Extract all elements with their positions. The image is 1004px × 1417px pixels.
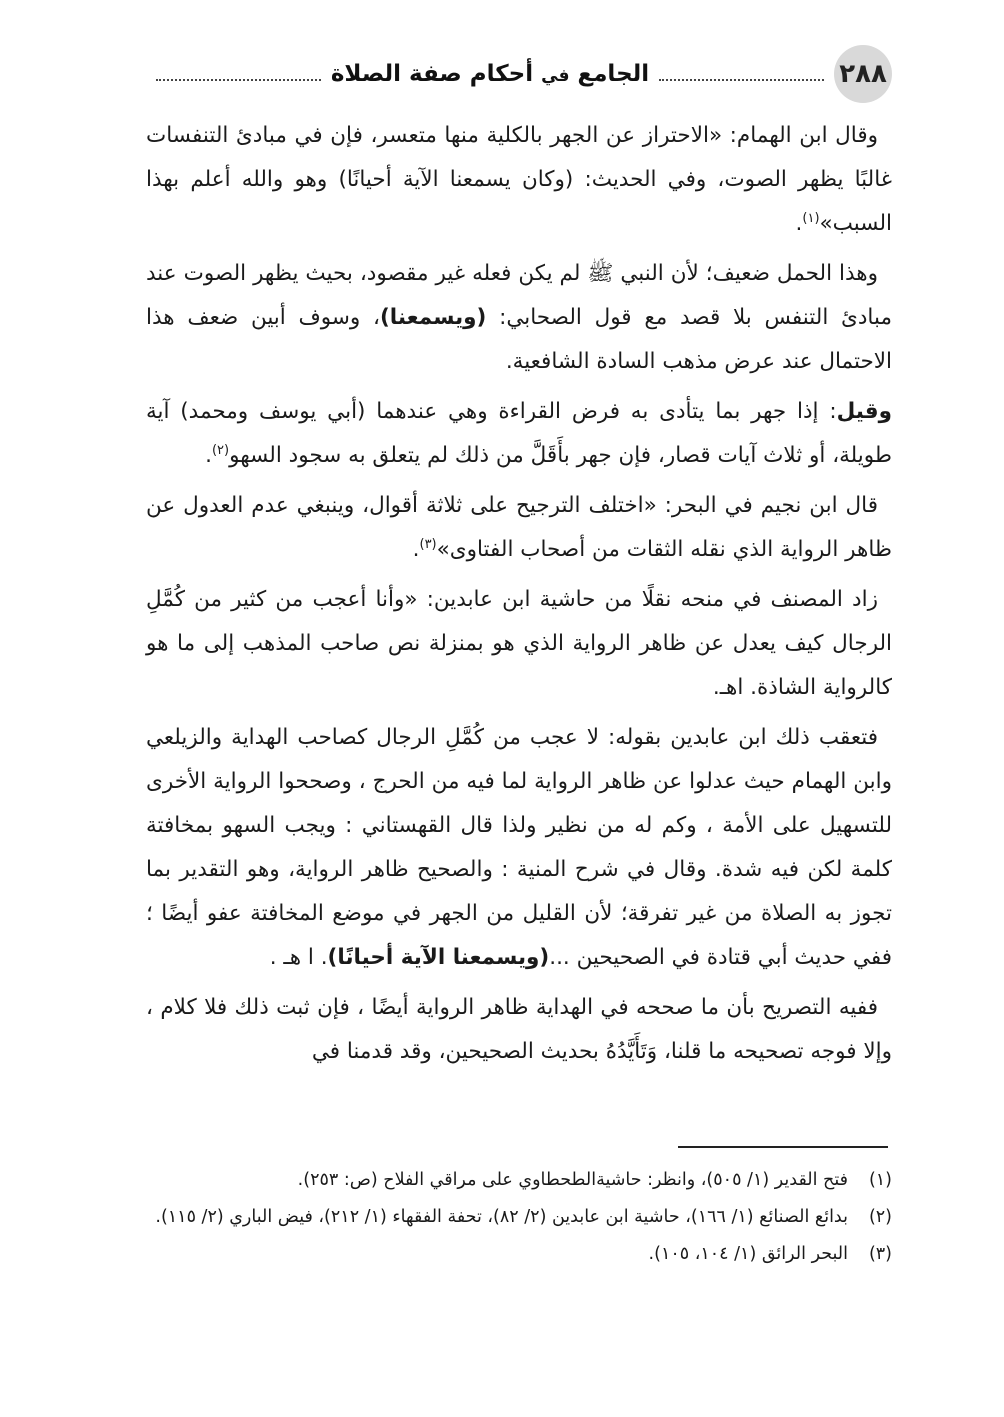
paragraph-3-bold: وقيل [836,399,892,424]
paragraph-6-text-a: فتعقب ذلك ابن عابدين بقوله: لا عجب من كُمَّلِ الرجال كصاحب الهداية والزيلعي وابن الهمام حيث عدلوا عن ظاهر الرواية لما فيه من الحرج ، وصححوا الرواية الأخرى للتسهيل على الأمة ، وكم له من نظير ولذا قال القهستاني : ويجب السهو بمخافتة كلمة لكن فيه شدة. وقال في شرح المنية : والصحيح ظاهر الرواية، وهو التقدير بما تجوز به الصلاة من غير تفرقة؛ لأن القليل من الجهر في موضع المخافتة عفو أيضًا ؛ ففي حديث أبي قتادة في الصحيحين ... [146,725,892,970]
paragraph-5 [146,578,892,710]
paragraph-4-end: . [412,537,420,562]
running-title-main: الجامع [577,61,650,87]
footnotes [146,1162,892,1273]
footnote-1-number: (١) [868,1170,892,1190]
paragraph-4 [146,484,892,572]
footnote-2-text: بدائع الصنائع (١/ ١٦٦)، حاشية ابن عابدين (٢/ ٨٢)، تحفة الفقهاء (١/ ٢١٢)، فيض الباري (٢/ ١١٥). [155,1207,848,1227]
footnote-1-text: فتح القدير (١/ ٥٠٥)، وانظر: حاشيةالطحطاوي على مراقي الفلاح (ص: ٢٥٣). [297,1170,848,1190]
footnote-1 [146,1162,892,1199]
paragraph-1 [146,114,892,246]
footnote-2-number: (٢) [868,1207,892,1227]
footnote-ref-3: (٣) [419,536,437,552]
paragraph-4-text: قال ابن نجيم في البحر: «اختلف الترجيح على ثلاثة أقوال، وينبغي عدم العدول عن ظاهر الرواية الذي نقله الثقات من أصحاب الفتاوى» [146,493,892,562]
paragraph-2-text-a: وهذا الحمل ضعيف؛ لأن النبي ﷺ لم يكن فعله غير مقصود، بحيث يظهر الصوت عند مبادئ التنفس بلا قصد مع قول الصحابي: [146,261,892,330]
footnote-2 [146,1199,892,1236]
page-number: ٢٨٨ [834,45,892,103]
main-text [146,114,892,1080]
paragraph-3-end: . [205,443,212,468]
header-dots-left [156,79,321,81]
paragraph-1-text: وقال ابن الهمام: «الاحتراز عن الجهر بالكلية منها متعسر، فإن في مبادئ التنفسات غالبًا يظهر الصوت، وفي الحديث: (وكان يسمعنا الآية أحيانًا) وهو والله أعلم بهذا السبب» [146,123,892,236]
footnote-3-number: (٣) [868,1244,892,1264]
paragraph-3-text: : إذا جهر بما يتأدى به فرض القراءة وهي عندهما (أبي يوسف ومحمد) آية طويلة، أو ثلاث آيات قصار، فإن جهر بأَقَلَّ من ذلك لم يتعلق به سجود السهو [146,399,892,468]
running-title [331,61,649,87]
footnote-ref-2: (٢) [211,442,230,458]
footnote-3 [146,1236,892,1273]
paragraph-2-bold: (ويسمعنا) [379,305,487,330]
paragraph-1-end: . [795,211,803,236]
page-header [146,44,892,104]
paragraph-7-text: ففيه التصريح بأن ما صححه في الهداية ظاهر الرواية أيضًا ، فإن ثبت ذلك فلا كلام ، وإلا فوجه تصحيحه ما قلنا، وَتَأَيَّدُهُ بحديث الصحيحين، وقد قدمنا في [146,995,892,1064]
paragraph-6-bold: (ويسمعنا الآية أحيانًا) [327,945,550,970]
running-title-rest: أحكام صفة الصلاة [330,61,534,87]
paragraph-6-text-b: . ا هـ . [269,945,328,970]
paragraph-3 [146,390,892,478]
paragraph-5-text: زاد المصنف في منحه نقلًا من حاشية ابن عابدين: «وأنا أعجب من كثير من كُمَّلِ الرجال كيف يعدل عن ظاهر الرواية الذي هو بمنزلة نص صاحب المذهب إلى ما هو كالرواية الشاذة. اهـ. [146,587,892,700]
paragraph-7 [146,986,892,1074]
footnote-ref-1: (١) [802,210,820,226]
paragraph-6 [146,716,892,980]
header-dots-right [659,79,824,81]
paragraph-2 [146,252,892,384]
running-title-connector: في [541,66,570,86]
footnote-3-text: البحر الرائق (١/ ١٠٤، ١٠٥). [648,1244,848,1264]
paragraph-2-text-b: ، وسوف أبين ضعف هذا الاحتمال عند عرض مذهب السادة الشافعية. [146,305,892,374]
footnote-separator [678,1146,888,1148]
